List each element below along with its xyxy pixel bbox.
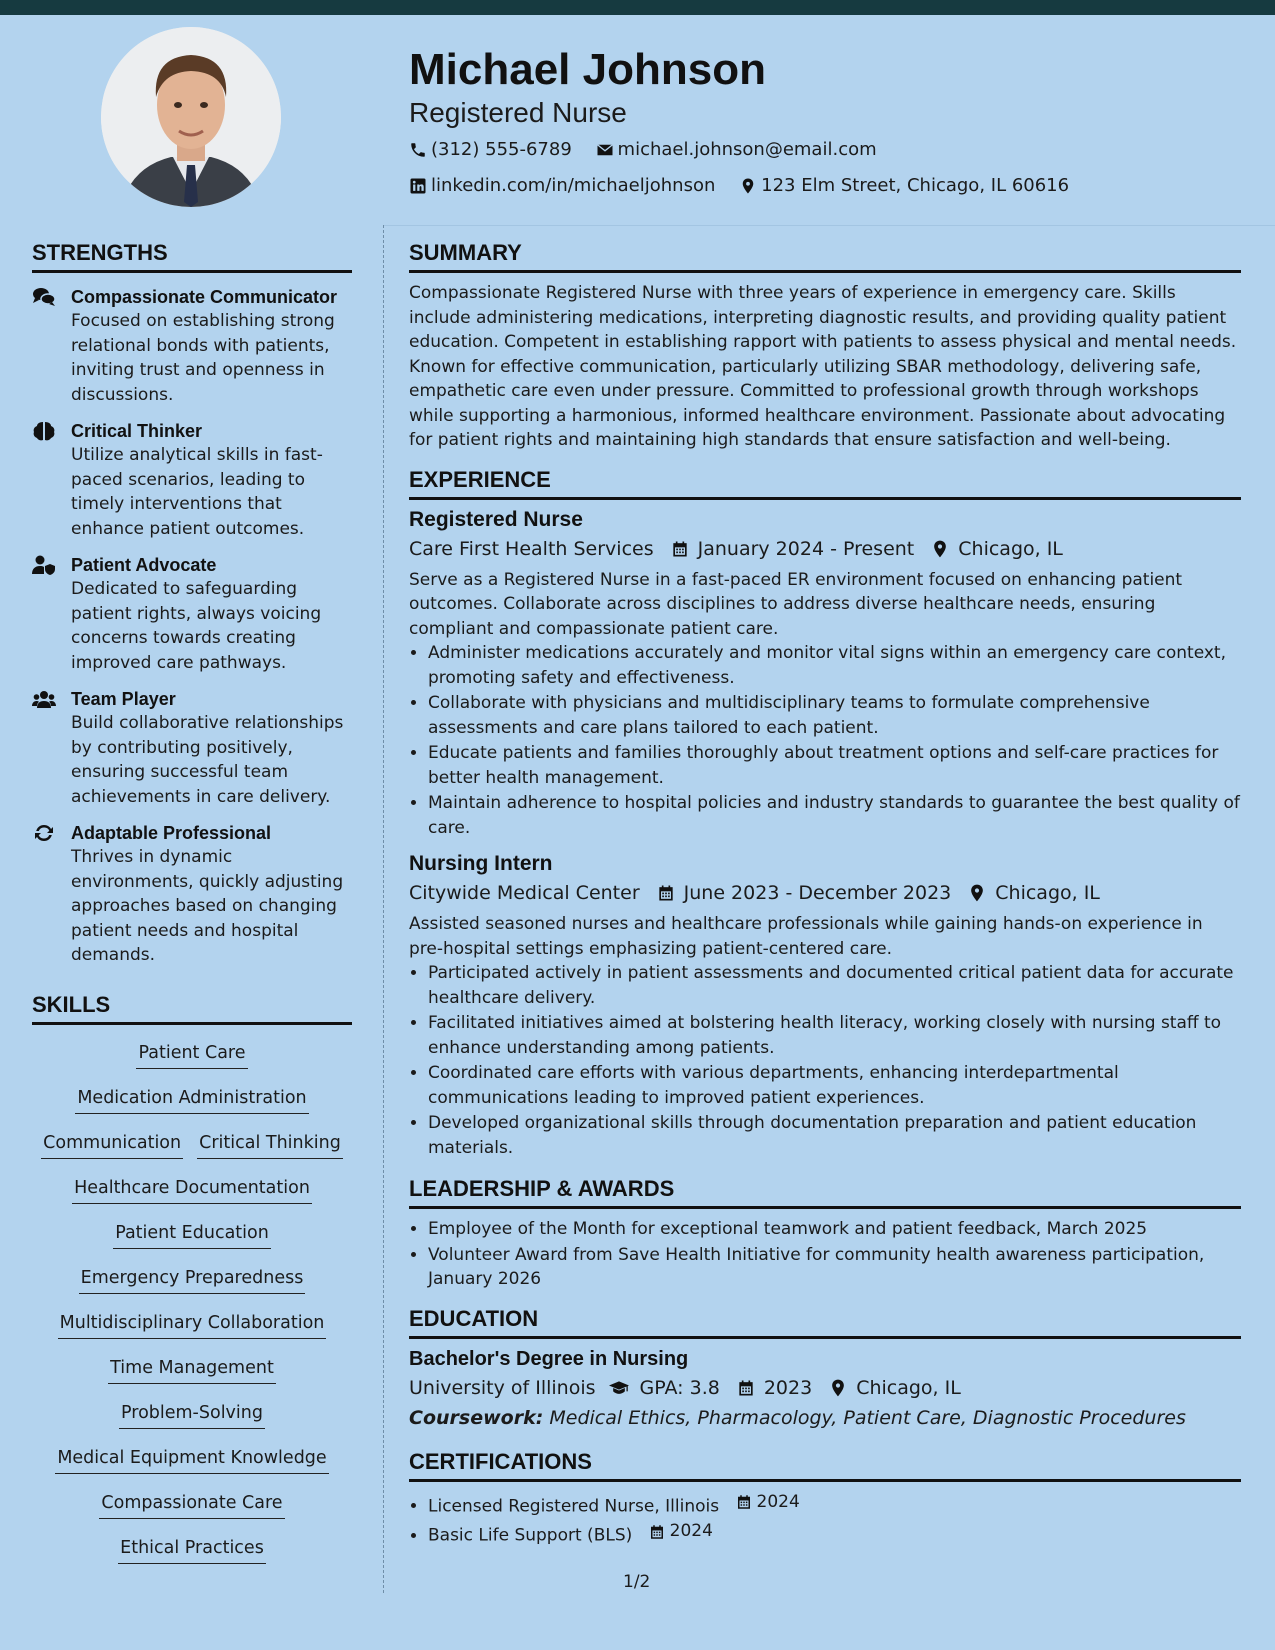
graduation-cap-icon [606, 1378, 632, 1398]
job-title: Registered Nurse [409, 507, 583, 531]
map-marker-icon [739, 177, 757, 195]
profile-photo [101, 27, 281, 207]
strength-title: Team Player [71, 689, 176, 709]
strength-title: Critical Thinker [71, 421, 203, 441]
summary-heading: SUMMARY [409, 238, 1241, 273]
coursework-text: Medical Ethics, Pharmacology, Patient Care, Diagnostic Procedures [549, 1406, 1186, 1429]
users-icon [32, 689, 56, 709]
gpa [606, 1373, 720, 1403]
strength-desc: Focused on establishing strong relational bonds with patients, inviting trust and openness in discussions. [71, 311, 335, 405]
certifications-list [409, 1490, 1241, 1549]
header [409, 44, 1249, 206]
brain-icon [32, 421, 56, 441]
contact-row-1 [409, 134, 1249, 170]
job-meta [409, 534, 1241, 564]
strength-item [32, 821, 352, 968]
job-location-text: Chicago, IL [995, 882, 1100, 904]
linkedin-text: linkedin.com/in/michaeljohnson [431, 175, 716, 196]
map-marker-icon [967, 883, 987, 903]
certifications-heading: CERTIFICATIONS [409, 1447, 1241, 1482]
job-bullets [409, 961, 1241, 1160]
column-divider [383, 225, 384, 1593]
skill-tag: Medication Administration [75, 1086, 308, 1114]
list-item: • Employee of the Month for exceptional teamwork and patient feedback, March 2025 [428, 1217, 1241, 1242]
job-dates [670, 534, 915, 564]
address-contact [739, 170, 1069, 202]
strengths-heading: STRENGTHS [32, 238, 352, 273]
page-number: 1/2 [623, 1572, 651, 1592]
left-column [32, 238, 352, 1581]
list-item: • Maintain adherence to hospital policies and industry standards to guarantee the best quality of care. [428, 791, 1241, 840]
skill-tag: Patient Care [136, 1041, 247, 1069]
skill-tag: Critical Thinking [197, 1131, 343, 1159]
skill-tag: Time Management [108, 1356, 276, 1384]
education-meta [409, 1373, 1241, 1403]
leadership-list [409, 1217, 1241, 1292]
phone-icon [409, 141, 427, 159]
job-company: Citywide Medical Center [409, 882, 640, 904]
list-item: • Volunteer Award from Save Health Initiative for community health awareness participation, January 2026 [428, 1243, 1241, 1292]
education-location [828, 1373, 961, 1403]
candidate-title: Registered Nurse [409, 97, 627, 128]
cert-name: Basic Life Support (BLS) [428, 1525, 633, 1546]
strength-item [32, 553, 352, 675]
leadership-heading: LEADERSHIP & AWARDS [409, 1174, 1241, 1209]
user-shield-icon [32, 555, 56, 575]
calendar-icon [735, 1493, 753, 1511]
envelope-icon [596, 141, 614, 159]
cert-date [648, 1519, 713, 1544]
experience-heading: EXPERIENCE [409, 465, 1241, 500]
list-item: • Participated actively in patient assessments and documented critical patient data for accurate healthcare delivery. [428, 961, 1241, 1010]
cert-year: 2024 [756, 1491, 800, 1512]
cert-date [735, 1490, 800, 1515]
education-heading: EDUCATION [409, 1304, 1241, 1339]
job-location [930, 534, 1063, 564]
linkedin-icon [409, 177, 427, 195]
skill-tag: Communication [41, 1131, 183, 1159]
skill-tag: Multidisciplinary Collaboration [58, 1311, 327, 1339]
skill-tag: Medical Equipment Knowledge [55, 1446, 328, 1474]
calendar-icon [656, 883, 676, 903]
address-text: 123 Elm Street, Chicago, IL 60616 [761, 175, 1070, 196]
job-dates-text: January 2024 - Present [697, 537, 915, 560]
job-description: Serve as a Registered Nurse in a fast-paced ER environment focused on enhancing patient outcomes. Collaborate across disciplines to address diverse healthcare needs, ensuring compliant and compassionate patient care. [409, 569, 1183, 639]
graduation-year [736, 1373, 812, 1403]
job-dates [656, 878, 952, 908]
list-item [428, 1490, 1241, 1519]
strength-title: Patient Advocate [71, 555, 217, 575]
strength-desc: Dedicated to safeguarding patient rights, always voicing concerns towards creating improved care pathways. [71, 579, 322, 673]
candidate-name: Michael Johnson [409, 45, 766, 94]
sync-icon [32, 823, 56, 843]
strength-desc: Thrives in dynamic environments, quickly adjusting approaches based on changing patient needs and hospital demands. [71, 847, 344, 965]
calendar-icon [670, 539, 690, 559]
job-meta [409, 878, 1241, 908]
strength-item [32, 419, 352, 541]
summary-text: Compassionate Registered Nurse with three years of experience in emergency care. Skills include administering medications, interpreting diagnostic results, and providing quality patient education. Competent in establishing rapport with patients to assess physical and mental needs. Known for effective communication, particularly utilizing SBAR methodology, delivering safe, empathetic care even under pressure. Committed to professional growth through workshops while supporting a harmonious, informed healthcare environment. Passionate about advocating for patient rights and maintaining high standards that ensure satisfaction and well-being. [409, 283, 1237, 450]
linkedin-contact[interactable] [409, 170, 715, 202]
skill-tag: Ethical Practices [118, 1536, 266, 1564]
strength-item [32, 687, 352, 809]
skills-list [32, 1041, 352, 1581]
skills-heading: SKILLS [32, 990, 352, 1025]
header-divider [383, 225, 1275, 226]
skill-tag: Patient Education [113, 1221, 271, 1249]
list-item: • Facilitated initiatives aimed at bolstering health literacy, working closely with nursing staff to enhance understanding among patients. [428, 1011, 1241, 1060]
job-entry [409, 506, 1241, 841]
strength-title: Compassionate Communicator [71, 287, 338, 307]
graduation-year-text: 2023 [763, 1376, 813, 1399]
job-location-text: Chicago, IL [958, 537, 1063, 560]
job-title: Nursing Intern [409, 852, 553, 875]
list-item: • Educate patients and families thoroughly about treatment options and self-care practices for better health management. [428, 741, 1241, 790]
skill-tag: Emergency Preparedness [79, 1266, 306, 1294]
list-item: • Coordinated care efforts with various departments, enhancing interdepartmental communications leading to improved patient experiences. [428, 1061, 1241, 1110]
map-marker-icon [828, 1378, 848, 1398]
top-bar [0, 0, 1275, 15]
job-entry [409, 850, 1241, 1160]
skill-tag: Compassionate Care [99, 1491, 284, 1519]
email-text: michael.johnson@email.com [617, 139, 877, 160]
map-marker-icon [930, 539, 950, 559]
strength-item [32, 285, 352, 407]
calendar-icon [648, 1523, 666, 1541]
calendar-icon [736, 1378, 756, 1398]
gpa-text: GPA: 3.8 [639, 1376, 720, 1399]
phone-contact[interactable] [409, 134, 572, 166]
list-item: • Developed organizational skills through documentation preparation and patient education materials. [428, 1111, 1241, 1160]
job-bullets [409, 641, 1241, 840]
cert-name: Licensed Registered Nurse, Illinois [428, 1495, 720, 1516]
coursework-label: Coursework: [409, 1406, 544, 1429]
list-item [428, 1519, 1241, 1548]
skill-tag: Problem-Solving [119, 1401, 265, 1429]
email-contact[interactable] [596, 134, 877, 166]
list-item: • Administer medications accurately and monitor vital signs within an emergency care context, promoting safety and effectiveness. [428, 641, 1241, 690]
job-company: Care First Health Services [409, 537, 654, 560]
list-item: • Collaborate with physicians and multidisciplinary teams to formulate comprehensive assessments and care plans tailored to each patient. [428, 691, 1241, 740]
school-name: University of Illinois [409, 1376, 596, 1399]
coursework [409, 1403, 1241, 1433]
degree-title: Bachelor's Degree in Nursing [409, 1347, 689, 1370]
job-description: Assisted seasoned nurses and healthcare professionals while gaining hands-on experience in pre-hospital settings emphasizing patient-centered care. [409, 914, 1203, 959]
cert-year: 2024 [669, 1521, 713, 1542]
contact-row-2 [409, 170, 1249, 206]
strength-desc: Build collaborative relationships by contributing positively, ensuring successful team achievements in care delivery. [71, 713, 344, 807]
education-location-text: Chicago, IL [856, 1376, 961, 1399]
job-location [967, 878, 1100, 908]
skill-tag: Healthcare Documentation [72, 1176, 312, 1204]
phone-text: (312) 555-6789 [431, 139, 572, 160]
strength-title: Adaptable Professional [71, 823, 272, 843]
right-column [409, 238, 1241, 1549]
comments-icon [32, 287, 56, 307]
job-dates-text: June 2023 - December 2023 [683, 882, 952, 904]
strength-desc: Utilize analytical skills in fast-paced scenarios, leading to timely interventions that enhance patient outcomes. [71, 445, 323, 539]
